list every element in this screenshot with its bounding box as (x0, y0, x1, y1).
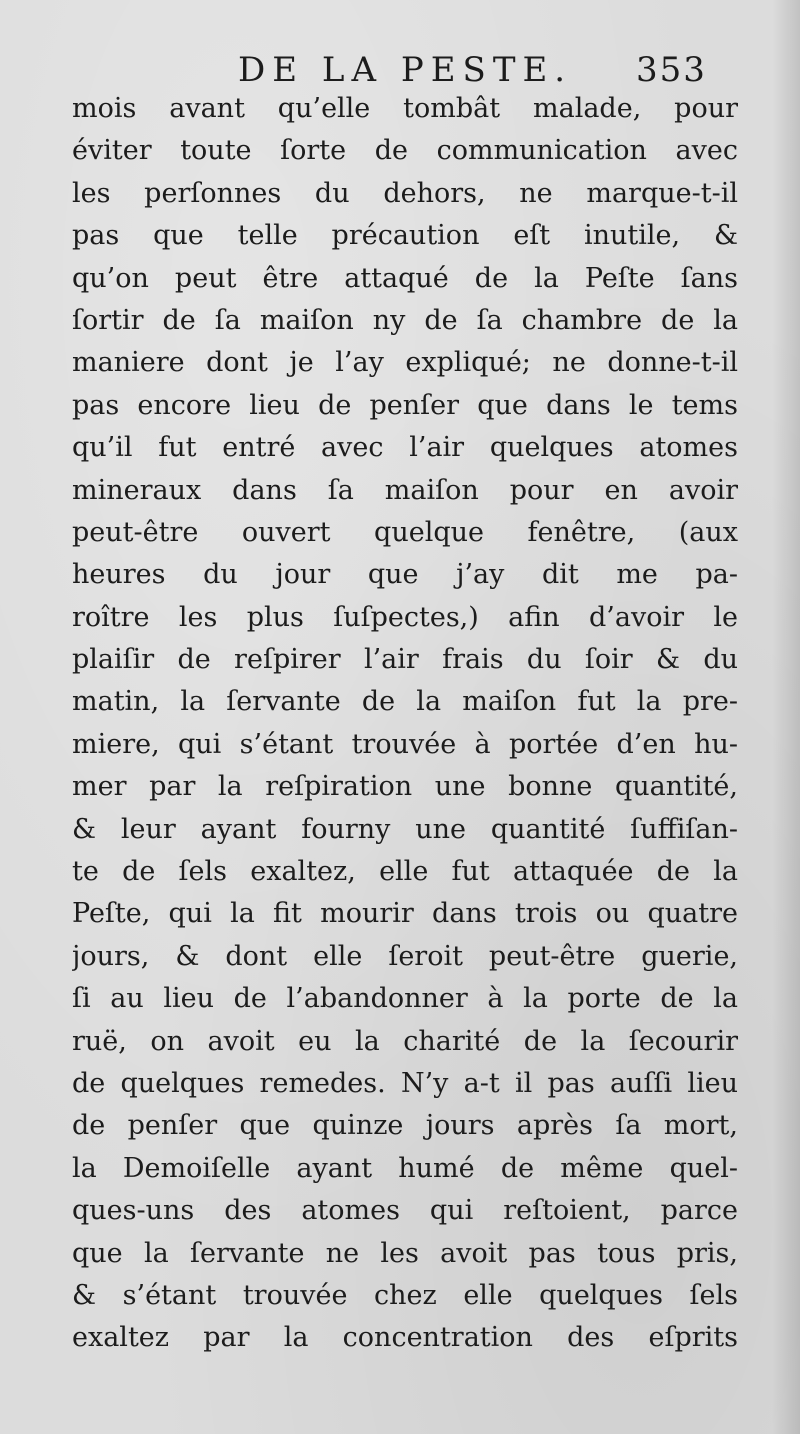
text-line: ſi au lieu de l’abandonner à la porte de la (72, 983, 738, 1015)
page-number: 353 (636, 50, 707, 90)
text-line: maniere dont je l’ay expliqué; ne donne-t-il (72, 347, 738, 379)
running-head: DE LA PESTE. (238, 50, 573, 90)
text-line: pas encore lieu de penſer que dans le tems (72, 389, 738, 421)
text-line: que la ſervante ne les avoit pas tous pris, (72, 1237, 738, 1269)
text-line: matin, la ſervante de la maiſon fut la pre- (72, 686, 738, 718)
text-line: qu’il fut entré avec l’air quelques atomes (72, 432, 738, 464)
text-line: ruë, on avoit eu la charité de la ſecourir (72, 1025, 738, 1057)
text-line: Peſte, qui la fit mourir dans trois ou quatre (72, 898, 738, 930)
text-line: miere, qui s’étant trouvée à portée d’en hu- (72, 728, 738, 760)
text-line: mois avant qu’elle tombât malade, pour (72, 93, 738, 124)
text-line: de penſer que quinze jours après ſa mort, (72, 1110, 738, 1142)
text-line: ques-uns des atomes qui reſtoient, parce (72, 1195, 738, 1227)
text-line: les perſonnes du dehors, ne marque-t-il (72, 177, 738, 209)
text-line: ſortir de ſa maiſon ny de ſa chambre de la (72, 304, 738, 336)
text-line: peut-être ouvert quelque fenêtre, (aux (72, 516, 738, 548)
text-line: jours, & dont elle ſeroit peut-être guerie, (72, 940, 738, 972)
text-line: plaiſir de reſpirer l’air frais du ſoir & du (72, 644, 738, 676)
text-line: la Demoiſelle ayant humé de même quel- (72, 1152, 738, 1184)
text-line: te de ſels exaltez, elle fut attaquée de la (72, 856, 738, 888)
text-line: roître les plus ſuſpectes,) afin d’avoir le (72, 601, 738, 633)
text-line: pas que telle précaution eſt inutile, & (72, 220, 738, 252)
text-line: qu’on peut être attaqué de la Peſte ſans (72, 262, 738, 294)
body-text (72, 88, 738, 1360)
text-line: exaltez par la concentration des eſprits (72, 1322, 738, 1354)
page-edge-shadow (772, 0, 800, 1434)
text-line: mineraux dans ſa maiſon pour en avoir (72, 474, 738, 506)
text-line: de quelques remedes. N’y a-t il pas auſſi lieu (72, 1067, 738, 1099)
text-line: éviter toute ſorte de communication avec (72, 135, 738, 167)
text-line: mer par la reſpiration une bonne quantité, (72, 771, 738, 803)
text-line: heures du jour que j’ay dit me pa- (72, 559, 738, 591)
text-line: & leur ayant fourny une quantité ſuffiſan- (72, 813, 738, 845)
text-line: & s’étant trouvée chez elle quelques ſels (72, 1279, 738, 1311)
